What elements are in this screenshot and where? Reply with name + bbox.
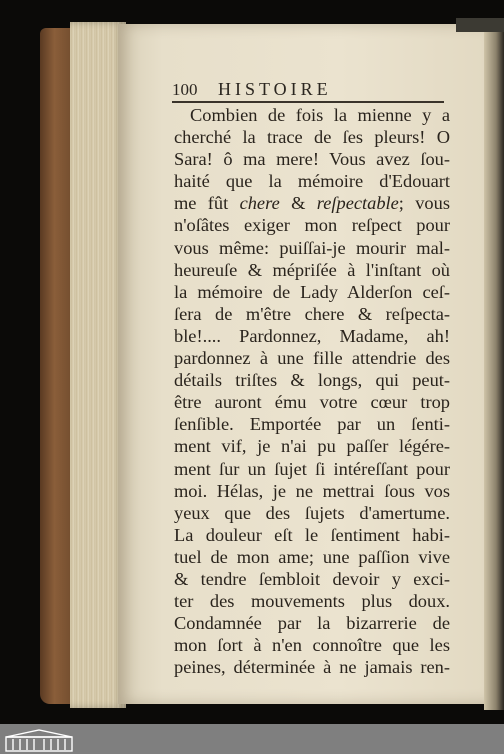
text-line: La douleur eſt le ſentiment habi- xyxy=(174,524,450,545)
ampersand: & xyxy=(291,193,306,214)
text-line: cherché la trace de ſes pleurs! O xyxy=(174,127,450,148)
text-line: moi. Hélas, je ne mettrai ſous vos xyxy=(174,480,450,501)
italic-word: reſpectable xyxy=(316,193,399,214)
text-line: pardonnez à une fille attendrie des xyxy=(174,348,450,369)
page-right-edge xyxy=(484,20,504,710)
text-line: haité que la mémoire d'Edouart xyxy=(174,171,450,192)
text-fragment: ; vous xyxy=(398,193,450,214)
text-line: ter des mouvements plus doux. xyxy=(174,591,450,612)
text-line: ſenſible. Emportée par un ſenti- xyxy=(174,414,450,435)
text-line: ble!.... Pardonnez, Madame, ah! xyxy=(174,325,450,346)
library-building-icon xyxy=(4,728,74,752)
header-rule xyxy=(172,101,444,103)
text-line: heureuſe & mépriſée à l'inſtant où xyxy=(174,259,450,280)
text-line: n'oſâtes exiger mon reſpect pour xyxy=(174,215,450,236)
text-line: peines, déterminée à ne jamais ren- xyxy=(174,657,450,678)
text-line: Sara! ô ma mere! Vous avez ſou- xyxy=(174,149,450,170)
text-line: & tendre ſembloit devoir y exci- xyxy=(174,568,450,589)
text-fragment: me fût xyxy=(174,193,229,214)
text-line: tuel de mon ame; une paſſion vive xyxy=(174,546,450,567)
text-line: ment vif, je n'ai pu paſſer légére- xyxy=(174,436,450,457)
facing-page-corner xyxy=(456,18,504,32)
page-number: 100 xyxy=(172,80,198,99)
text-line: Condamnée par la bizarrerie de xyxy=(174,613,450,634)
italic-word: chere xyxy=(239,193,280,214)
page-header xyxy=(172,78,444,100)
text-line: être auront ému votre cœur trop xyxy=(174,392,450,413)
viewer-footer-bar xyxy=(0,724,504,754)
text-line-mixed xyxy=(174,192,450,214)
text-line: détails triſtes & longs, qui peut- xyxy=(174,370,450,391)
text-line: mon ſort à n'en connoître que les xyxy=(174,635,450,656)
text-line: la mémoire de Lady Alderſon ceſ- xyxy=(174,281,450,302)
text-line: yeux que des ſujets d'amertume. xyxy=(174,502,450,523)
text-line: ſera de m'être chere & reſpecta- xyxy=(174,303,450,324)
text-line: ment ſur un ſujet ſi intéreſſant pour xyxy=(174,458,450,479)
text-line: Combien de fois la mienne y a xyxy=(190,105,450,125)
body-text xyxy=(174,104,450,678)
running-title: HISTOIRE xyxy=(218,79,332,99)
text-line: vous même: puiſſai-je mourir mal- xyxy=(174,237,450,258)
